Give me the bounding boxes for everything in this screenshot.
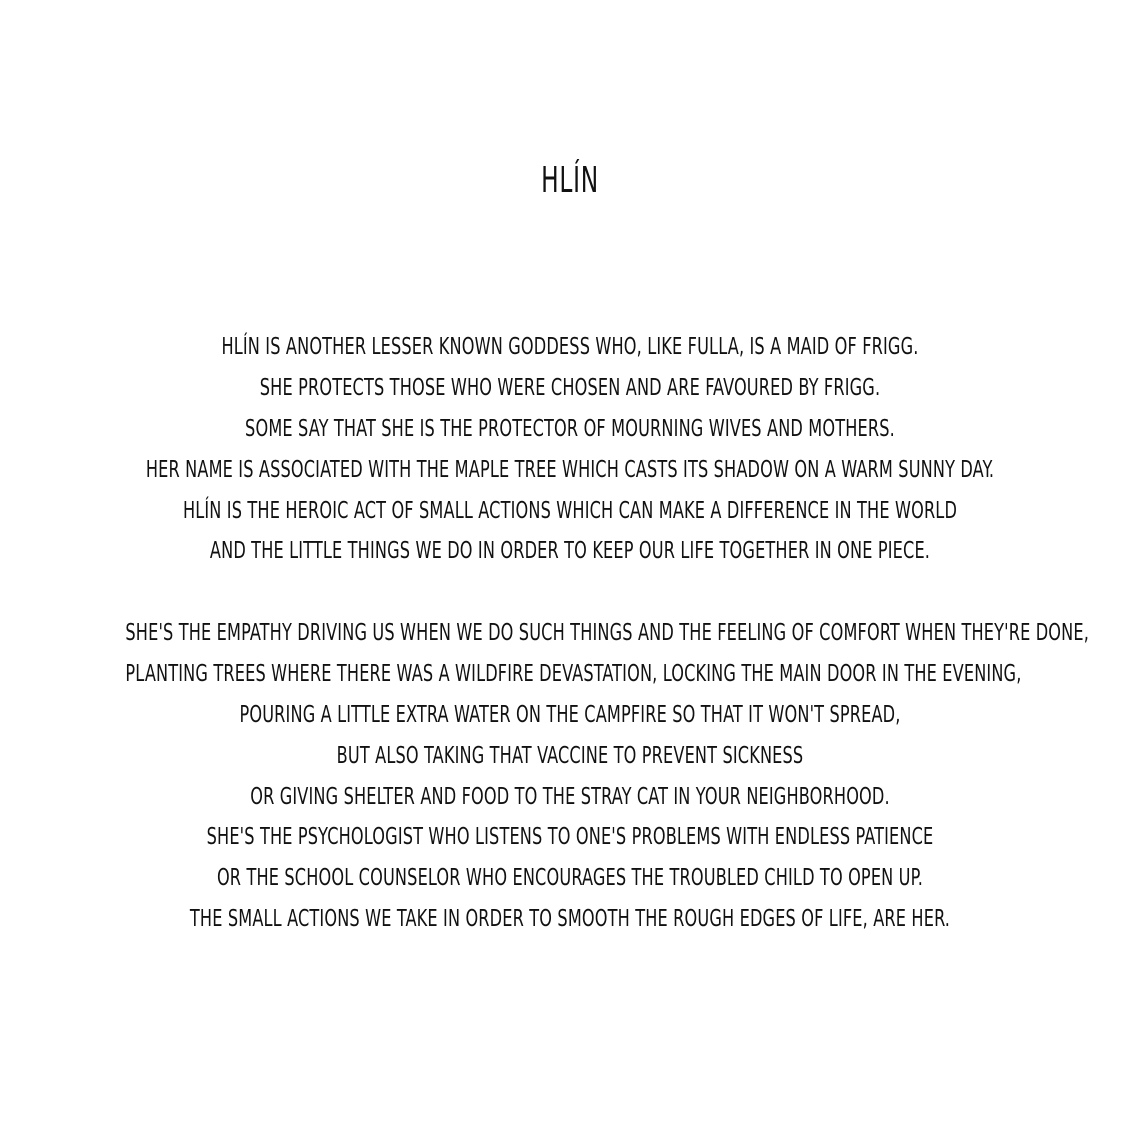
paragraph-1 [0,327,1140,572]
text-line: OR THE SCHOOL COUNSELOR WHO ENCOURAGES THE TROUBLED CHILD TO OPEN UP. [216,865,924,892]
text-line: BUT ALSO TAKING THAT VACCINE TO PREVENT SICKNESS [336,742,804,769]
text-line: THE SMALL ACTIONS WE TAKE IN ORDER TO SMOOTH THE ROUGH EDGES OF LIFE, ARE HER. [189,906,951,933]
page-title: HLÍN [541,160,599,201]
text-line: SHE'S THE EMPATHY DRIVING US WHEN WE DO SUCH THINGS AND THE FEELING OF COMFORT WHEN THEY'RE DONE, [125,620,1090,646]
paragraph-2 [0,613,1140,940]
text-line: OR GIVING SHELTER AND FOOD TO THE STRAY CAT IN YOUR NEIGHBORHOOD. [250,783,890,810]
text-line: HER NAME IS ASSOCIATED WITH THE MAPLE TREE WHICH CASTS ITS SHADOW ON A WARM SUNNY DAY. [145,456,995,483]
text-line: SHE PROTECTS THOSE WHO WERE CHOSEN AND ARE FAVOURED BY FRIGG. [259,374,881,401]
text-line: HLÍN IS THE HEROIC ACT OF SMALL ACTIONS WHICH CAN MAKE A DIFFERENCE IN THE WORLD [182,497,958,524]
text-line: POURING A LITTLE EXTRA WATER ON THE CAMPFIRE SO THAT IT WON'T SPREAD, [239,701,901,728]
text-line: SHE'S THE PSYCHOLOGIST WHO LISTENS TO ONE'S PROBLEMS WITH ENDLESS PATIENCE [206,824,934,851]
text-line: HLÍN IS ANOTHER LESSER KNOWN GODDESS WHO, LIKE FULLA, IS A MAID OF FRIGG. [221,334,919,360]
text-line: AND THE LITTLE THINGS WE DO IN ORDER TO KEEP OUR LIFE TOGETHER IN ONE PIECE. [209,538,931,565]
text-line: PLANTING TREES WHERE THERE WAS A WILDFIRE DEVASTATION, LOCKING THE MAIN DOOR IN THE EVENING, [125,660,1022,687]
text-line: SOME SAY THAT SHE IS THE PROTECTOR OF MOURNING WIVES AND MOTHERS. [245,415,895,442]
